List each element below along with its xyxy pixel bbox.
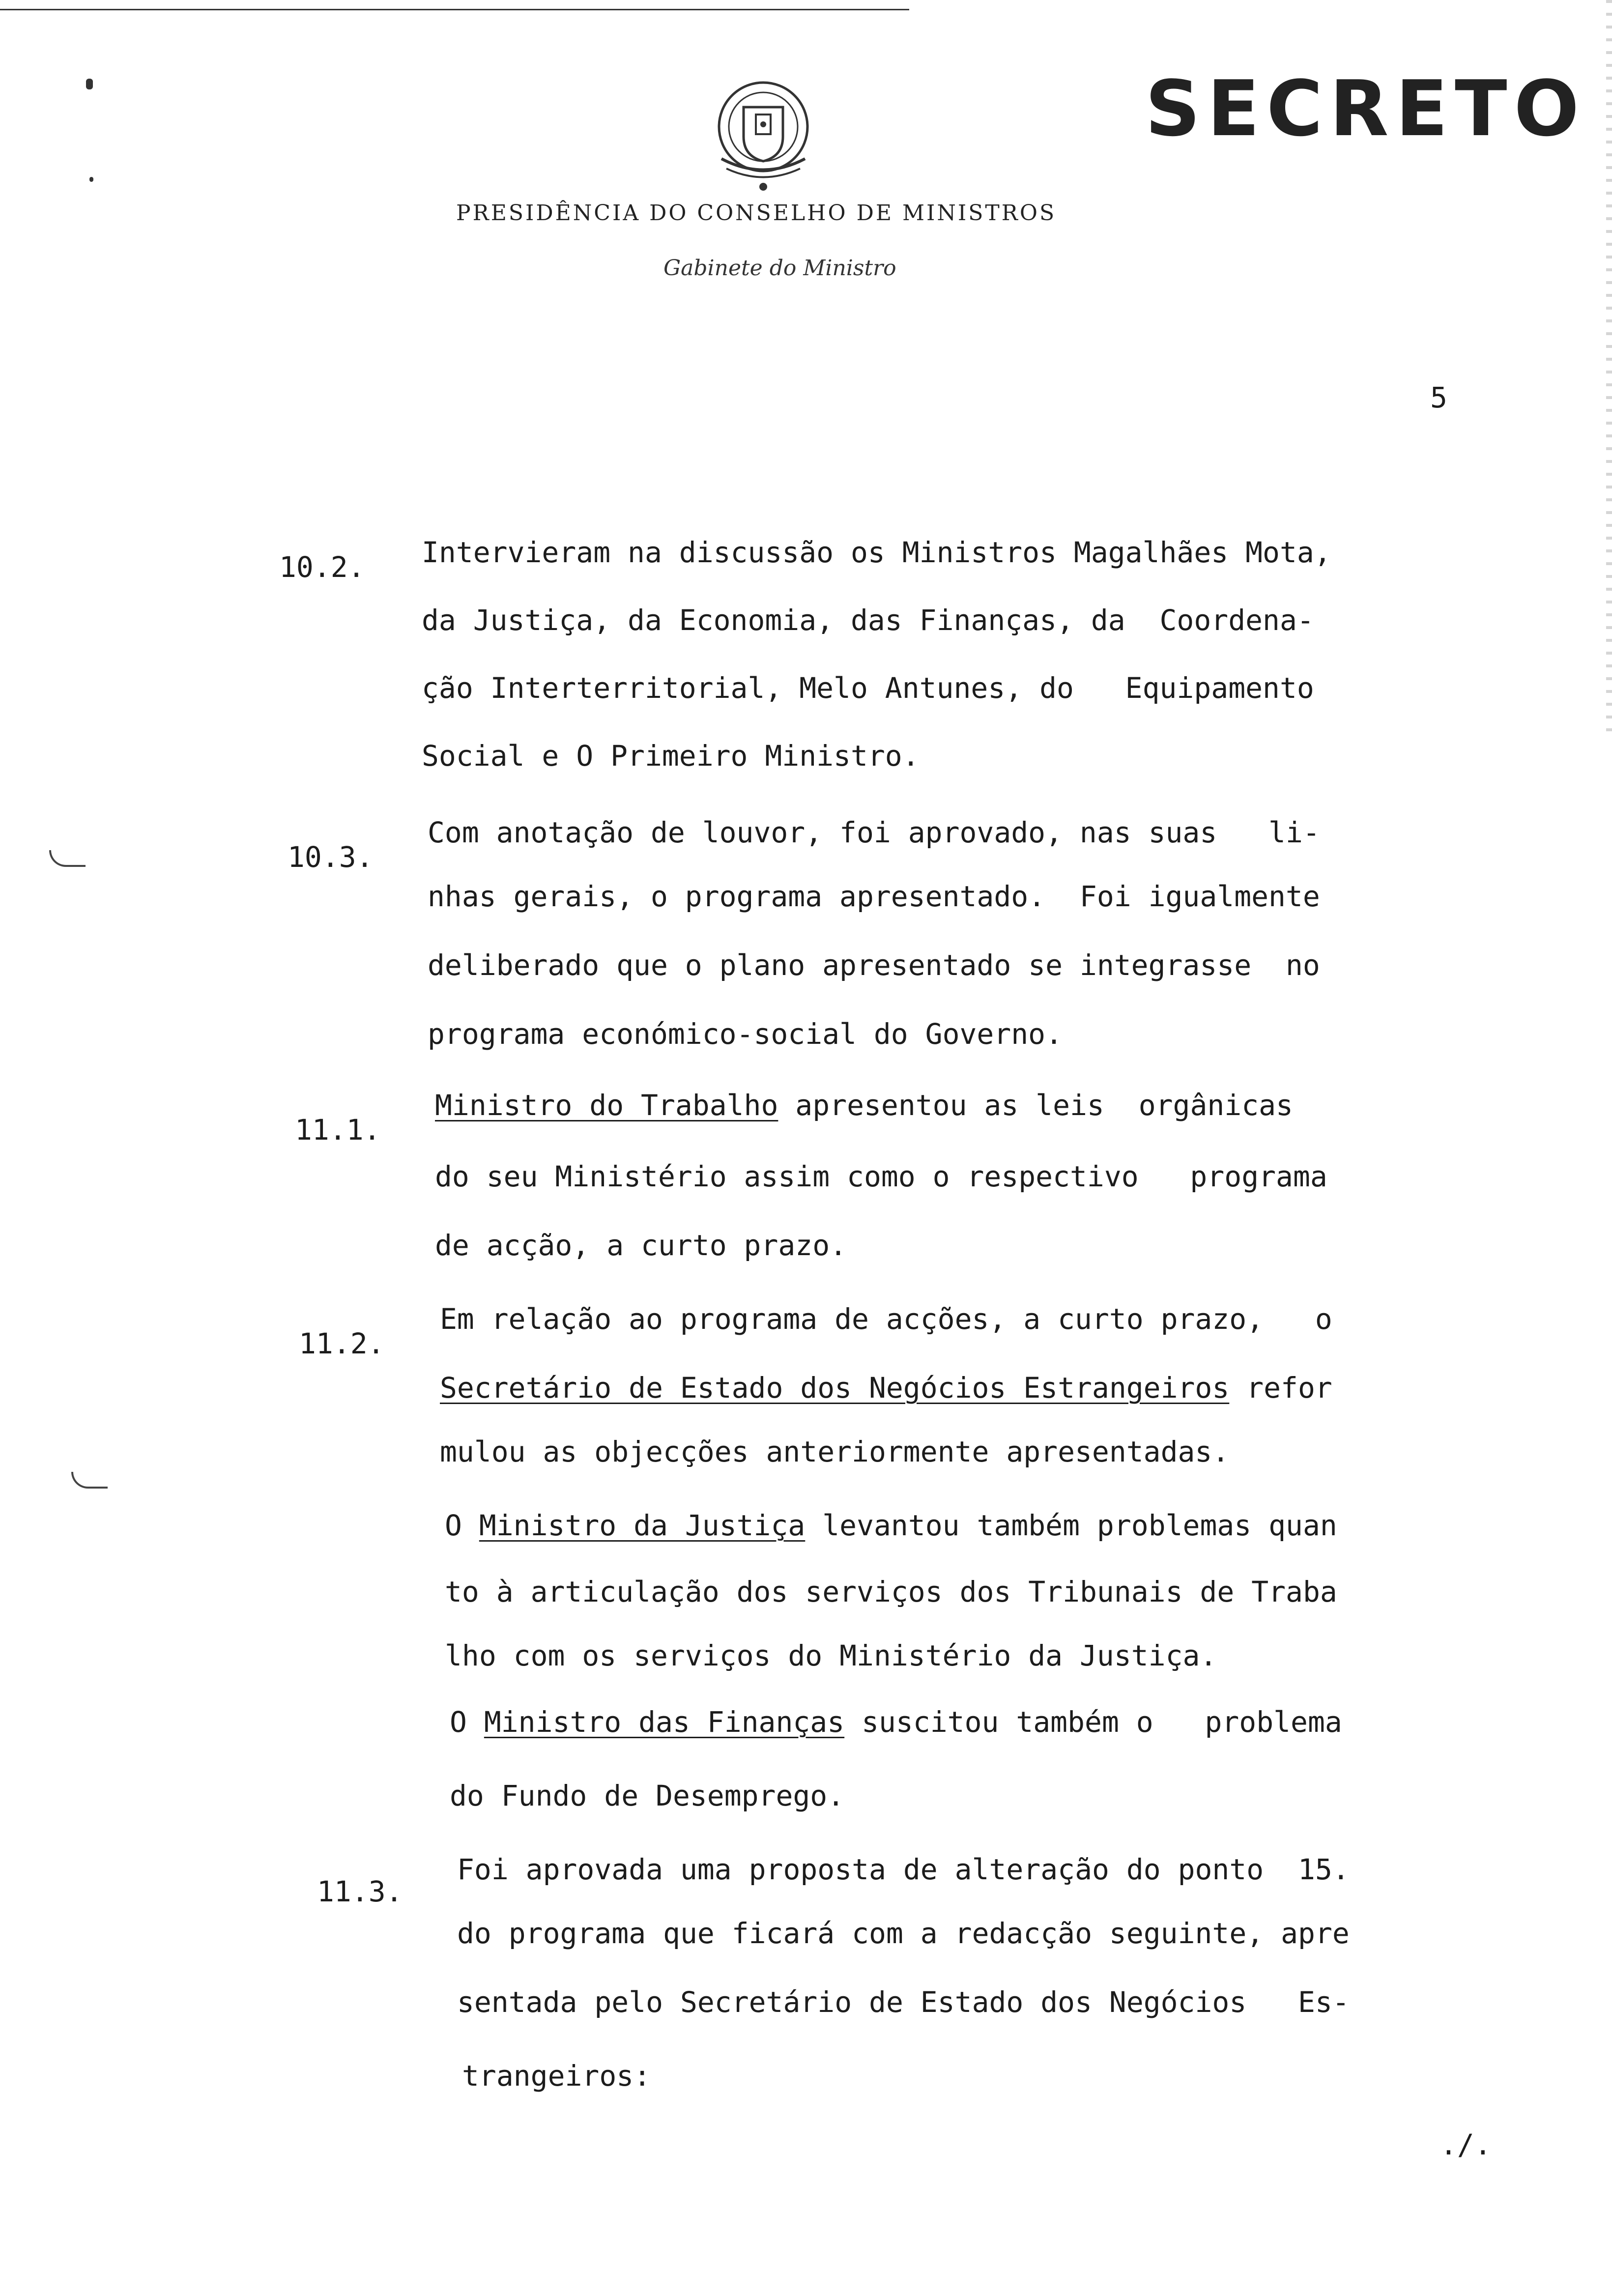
paragraph-line: to à articulação dos serviços dos Tribunais de Traba <box>445 1575 1337 1608</box>
paragraph-line: Em relação ao programa de acções, a curto prazo, o <box>440 1302 1332 1336</box>
paragraph-line: do programa que ficará com a redacção seguinte, apre <box>457 1917 1350 1950</box>
continuation-mark: ./. <box>1440 2128 1492 2161</box>
paragraph-line: Social e O Primeiro Ministro. <box>422 739 920 773</box>
paragraph-line: da Justiça, da Economia, das Finanças, da Coordena- <box>422 603 1314 637</box>
paragraph-line: mulou as objecções anteriormente apresentadas. <box>440 1435 1230 1468</box>
paragraph-line: lho com os serviços do Ministério da Justiça. <box>445 1639 1217 1672</box>
underlined-name: Secretário de Estado dos Negócios Estrangeiros <box>440 1371 1230 1405</box>
paragraph-line: programa económico-social do Governo. <box>428 1017 1063 1051</box>
paragraph-line: Ministro do Trabalho apresentou as leis orgânicas <box>435 1089 1293 1122</box>
page-edge-marks <box>1606 0 1612 737</box>
paragraph-number: 11.2. <box>299 1327 385 1360</box>
top-rule <box>0 9 909 10</box>
paragraph-line: O Ministro da Justiça levantou também problemas quan <box>445 1509 1337 1542</box>
classification-stamp: SECRETO <box>1145 64 1586 153</box>
paragraph-line: do Fundo de Desemprego. <box>450 1779 845 1812</box>
paragraph-line: deliberado que o plano apresentado se integrasse no <box>428 948 1320 982</box>
paragraph-line: nhas gerais, o programa apresentado. Foi igualmente <box>428 880 1320 913</box>
coat-of-arms-seal <box>697 73 830 196</box>
paragraph-line: Intervieram na discussão os Ministros Magalhães Mota, <box>422 536 1331 569</box>
paragraph-number: 11.1. <box>295 1113 381 1147</box>
margin-mark <box>49 850 86 867</box>
paragraph-line: ção Interterritorial, Melo Antunes, do Equipamento <box>422 671 1314 705</box>
margin-mark <box>71 1472 108 1489</box>
underlined-name: Ministro das Finanças <box>484 1705 845 1739</box>
scan-speck <box>86 79 93 89</box>
paragraph-line: Foi aprovada uma proposta de alteração do ponto 15. <box>457 1853 1350 1886</box>
paragraph-number: 10.3. <box>288 840 374 874</box>
paragraph-line: trangeiros: <box>462 2059 651 2093</box>
paragraph-line: Secretário de Estado dos Negócios Estrangeiros refor <box>440 1371 1332 1405</box>
paragraph-line: Com anotação de louvor, foi aprovado, nas suas li- <box>428 816 1320 849</box>
institution-header: PRESIDÊNCIA DO CONSELHO DE MINISTROS <box>456 201 1057 226</box>
paragraph-line: do seu Ministério assim como o respectivo programa <box>435 1160 1327 1193</box>
paragraph-line: O Ministro das Finanças suscitou também o problema <box>450 1705 1342 1739</box>
paragraph-number: 11.3. <box>317 1875 403 1908</box>
scan-speck <box>89 177 93 182</box>
underlined-name: Ministro da Justiça <box>479 1509 806 1542</box>
office-signature: Gabinete do Ministro <box>663 256 896 281</box>
underlined-name: Ministro do Trabalho <box>435 1089 778 1122</box>
paragraph-line: sentada pelo Secretário de Estado dos Negócios Es- <box>457 1985 1350 2019</box>
page-number: 5 <box>1430 381 1447 414</box>
paragraph-line: de acção, a curto prazo. <box>435 1229 847 1262</box>
paragraph-number: 10.2. <box>279 550 365 584</box>
